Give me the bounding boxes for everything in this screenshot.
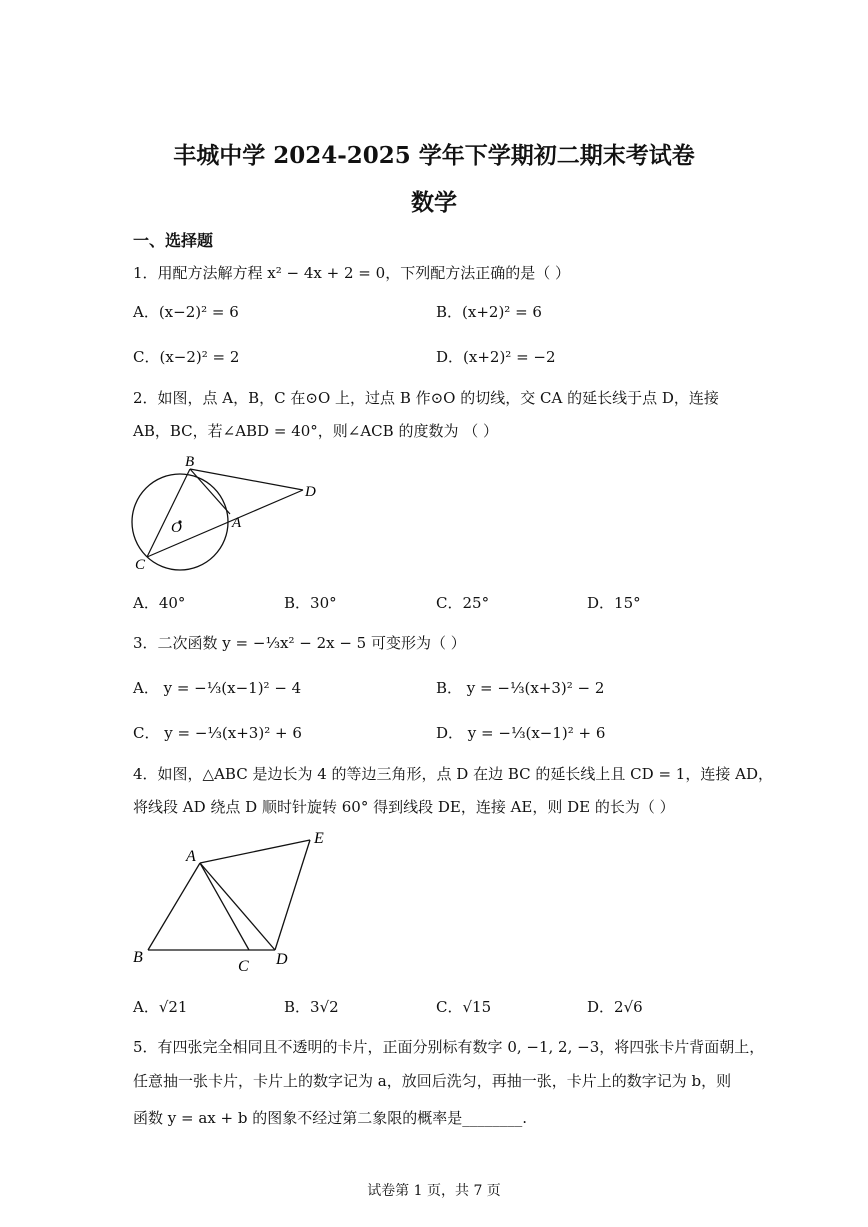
q2-option-c: C．25° [436, 594, 490, 612]
q1-option-a: A．(x−2)² = 6 [133, 303, 239, 321]
q2-stem-line1: 2．如图，点 A，B，C 在⊙O 上，过点 B 作⊙O 的切线，交 CA 的延长线于点 D，连接 [133, 389, 719, 407]
q2-option-a: A．40° [133, 594, 186, 612]
q4-triangle-figure [128, 825, 338, 975]
q2-option-d: D．15° [587, 594, 641, 612]
q4-option-c: C．√15 [436, 998, 492, 1016]
q1-option-b: B．(x+2)² = 6 [436, 303, 542, 321]
subject-title: 数学 [411, 189, 457, 216]
q5-stem-line1: 5．有四张完全相同且不透明的卡片，正面分别标有数字 0, −1, 2, −3，将四张卡片背面朝上， [133, 1038, 765, 1056]
q5-stem-line2: 任意抽一张卡片，卡片上的数字记为 a，放回后洗匀，再抽一张，卡片上的数字记为 b，则 [133, 1072, 732, 1090]
q4-stem-line2: 将线段 AD 绕点 D 顺时针旋转 60° 得到线段 DE，连接 AE，则 DE 的长为（ ） [133, 798, 675, 816]
q4-option-d: D．2√6 [587, 998, 643, 1016]
section-heading: 一、选择题 [133, 231, 214, 250]
label-d: D [305, 484, 316, 500]
label-e: E [314, 830, 324, 847]
segment-ad [200, 863, 275, 950]
q3-option-d: D． y = −⅓(x−1)² + 6 [436, 724, 606, 742]
q1-option-d: D．(x+2)² = −2 [436, 348, 556, 366]
segment-de [275, 840, 310, 950]
q2-circle-figure [125, 452, 325, 577]
page-footer: 试卷第 1 页，共 7 页 [367, 1183, 501, 1199]
q2-option-b: B．30° [284, 594, 337, 612]
q3-option-c: C． y = −⅓(x+3)² + 6 [133, 724, 302, 742]
label-c: C [135, 557, 146, 573]
segment-ab [148, 863, 200, 950]
label-b: B [185, 454, 195, 470]
q4-option-b: B．3√2 [284, 998, 339, 1016]
q4-option-a: A．√21 [133, 998, 188, 1016]
q3-option-b: B． y = −⅓(x+3)² − 2 [436, 679, 605, 697]
label-a: A [232, 515, 242, 531]
q2-stem-line2: AB，BC，若∠ABD = 40°，则∠ACB 的度数为 （ ） [133, 422, 498, 440]
label-o: O [171, 520, 182, 536]
segment-ae [200, 840, 310, 863]
label-c: C [238, 958, 249, 975]
q3-option-a: A． y = −⅓(x−1)² − 4 [133, 679, 302, 697]
q1-stem: 1．用配方法解方程 x² − 4x + 2 = 0，下列配方法正确的是（ ） [133, 264, 570, 282]
q4-stem-line1: 4．如图，△ABC 是边长为 4 的等边三角形，点 D 在边 BC 的延长线上且 CD = 1，连接 AD， [133, 765, 773, 783]
segment-ac [200, 863, 249, 950]
tangent-bd [190, 469, 303, 490]
q3-stem: 3．二次函数 y = −⅓x² − 2x − 5 可变形为（ ） [133, 634, 466, 652]
exam-title: 丰城中学 2024-2025 学年下学期初二期末考试卷 [173, 142, 695, 169]
label-d: D [276, 951, 288, 968]
q5-stem-line3: 函数 y = ax + b 的图象不经过第二象限的概率是________. [133, 1109, 527, 1127]
label-b: B [133, 949, 143, 966]
label-a: A [186, 848, 196, 865]
q1-option-c: C．(x−2)² = 2 [133, 348, 240, 366]
